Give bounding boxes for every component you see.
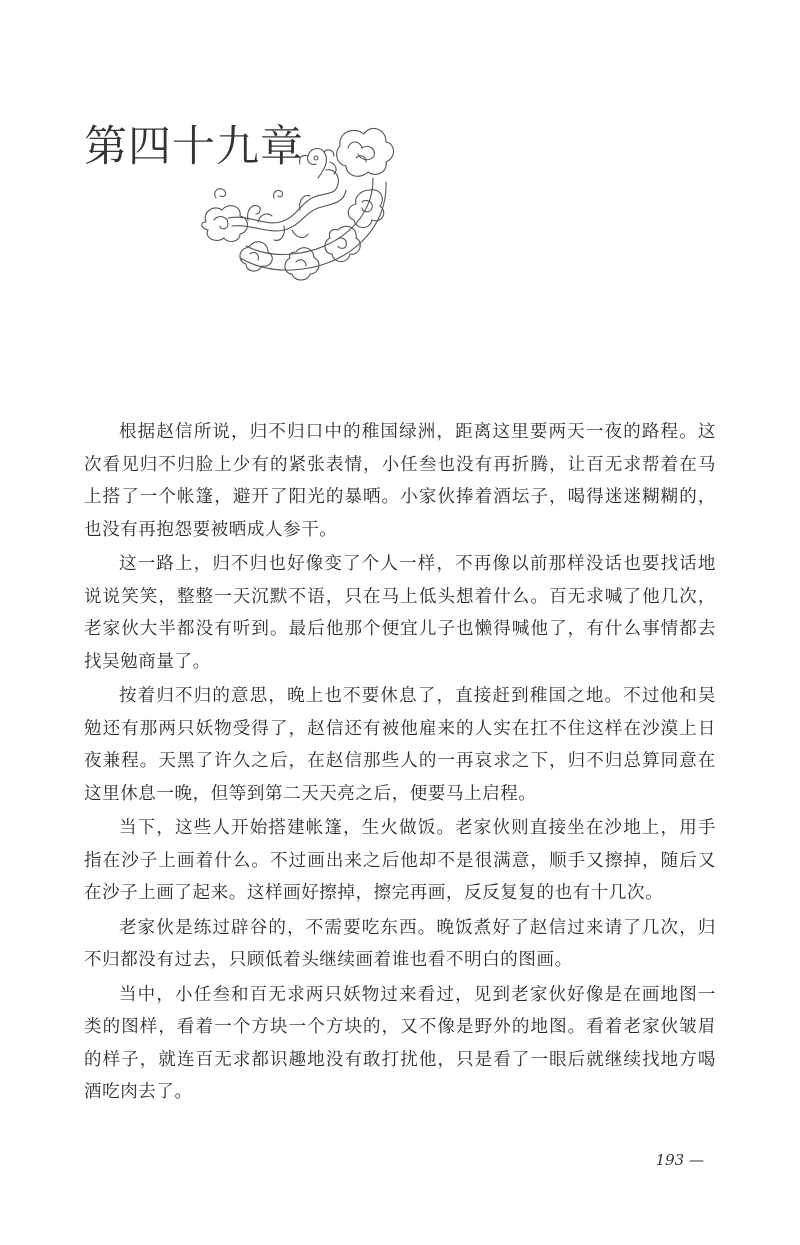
paragraph: 当中，小任叁和百无求两只妖物过来看过，见到老家伙好像是在画地图一类的图样，看着一个方块一个方块的，又不像是野外的地图。看着老家伙皱眉的样子，就连百无求都识趣地没有敢打扰他，只是看了一眼后就继续找地方喝酒吃肉去了。	[84, 984, 716, 1102]
paragraph: 老家伙是练过辟谷的，不需要吃东西。晚饭煮好了赵信过来请了几次，归不归都没有过去，只顾低着头继续画着谁也看不明白的图画。	[84, 917, 716, 970]
chapter-title: 第四十九章	[84, 122, 304, 172]
paragraph: 按着归不归的意思，晚上也不要休息了，直接赶到稚国之地。不过他和吴勉还有那两只妖物受得了，赵信还有被他雇来的人实在扛不住这样在沙漠上日夜兼程。天黑了许久之后，在赵信那些人的一再哀求之下，归不归总算同意在这里休息一晚，但等到第二天天亮之后，便要马上启程。	[84, 686, 716, 804]
cloud-dragon-ornament-icon	[188, 118, 398, 288]
body-text	[84, 416, 716, 1111]
paragraph: 这一路上，归不归也好像变了个人一样，不再像以前那样没话也要找话地说说笑笑，整整一天沉默不语，只在马上低头想着什么。百无求喊了他几次，老家伙大半都没有听到。最后他那个便宜儿子也懒得喊他了，有什么事情都去找吴勉商量了。	[84, 554, 716, 672]
paragraph: 当下，这些人开始搭建帐篷，生火做饭。老家伙则直接坐在沙地上，用手指在沙子上画着什么。不过画出来之后他却不是很满意，顺手又擦掉，随后又在沙子上画了起来。这样画好擦掉，擦完再画，反反复复的也有十几次。	[84, 818, 716, 903]
paragraph: 根据赵信所说，归不归口中的稚国绿洲，距离这里要两天一夜的路程。这次看见归不归脸上少有的紧张表情，小任叁也没有再折腾，让百无求帮着在马上搭了一个帐篷，避开了阳光的暴晒。小家伙捧着酒坛子，喝得迷迷糊糊的，也没有再抱怨要被晒成人参干。	[84, 422, 716, 540]
page-number: 193 —	[655, 1151, 704, 1169]
